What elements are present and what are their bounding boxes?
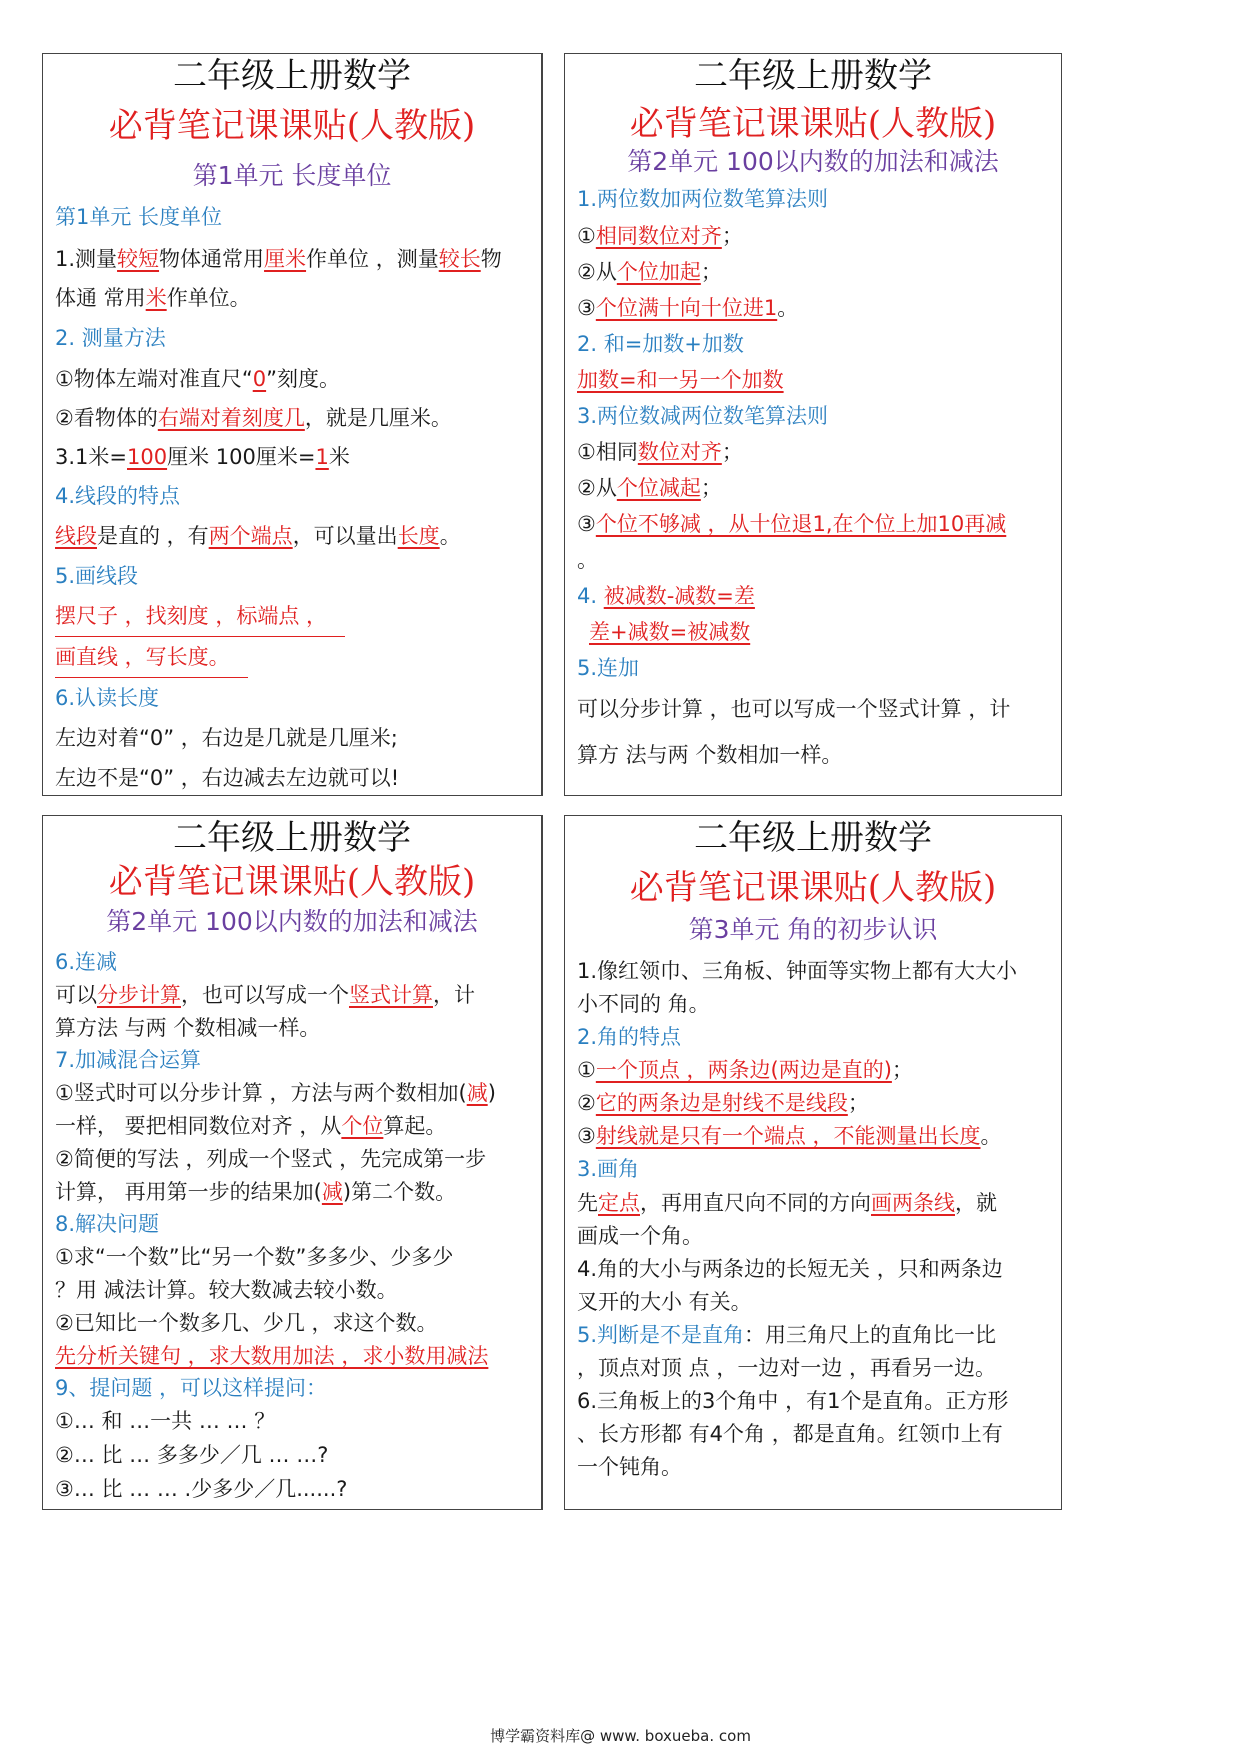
unit-heading: 第1单元 长度单位 xyxy=(192,161,392,190)
card-title: 二年级上册数学 xyxy=(173,56,411,96)
section-heading: 8.解决问题 xyxy=(55,1212,160,1236)
text-line: 计算， 再用第一步的结果加(减)第二个数。 xyxy=(55,1180,457,1204)
section-heading: 5.连加 xyxy=(577,656,640,680)
text-line: 。 xyxy=(577,548,598,572)
text-line: 线段是直的 ，有两个端点，可以量出长度。 xyxy=(55,524,461,548)
divider xyxy=(542,815,543,1510)
card-title: 二年级上册数学 xyxy=(173,818,411,858)
text-line: 先分析关键句 ，求大数用加法 ，求小数用减法 xyxy=(55,1344,489,1368)
unit-heading: 第2单元 100以内数的加法和减法 xyxy=(106,907,478,936)
section-heading: 7.加减混合运算 xyxy=(55,1048,202,1072)
text-line: 4. 被减数-减数=差 xyxy=(577,584,755,608)
card-unit2-continued xyxy=(42,815,542,1510)
text-line: 1.测量较短物体通常用厘米作单位 ，测量较长物 xyxy=(55,247,502,271)
section-heading: 2.角的特点 xyxy=(577,1025,682,1049)
section-heading: 3.画角 xyxy=(577,1157,640,1181)
card-title: 二年级上册数学 xyxy=(694,818,932,858)
text-line: 小不同的 角。 xyxy=(577,992,710,1016)
card-unit1 xyxy=(42,53,542,796)
section-heading: 9、提问题 ，可以这样提问： xyxy=(55,1376,328,1400)
text-line: 差+减数=被减数 xyxy=(589,620,751,644)
card-title: 二年级上册数学 xyxy=(694,56,932,96)
text-line: 2. 和=加数+加数 xyxy=(577,332,744,356)
unit-heading: 第2单元 100以内数的加法和减法 xyxy=(627,147,999,176)
unit-heading: 第3单元 角的初步认识 xyxy=(688,915,938,944)
text-line: ，顶点对顶 点 ，一边对一边 ，再看另一边。 xyxy=(577,1356,997,1380)
text-line: 1.像红领巾、三角板、钟面等实物上都有大大小 xyxy=(577,959,1018,983)
text-line: 、长方形都 有4个角 ，都是直角。红领巾上有 xyxy=(577,1422,1003,1446)
card-unit2 xyxy=(564,53,1062,796)
text-line: ②简便的写法 ，列成一个竖式 ，先完成第一步 xyxy=(55,1147,487,1171)
divider xyxy=(542,53,543,796)
text-line: 一个钝角。 xyxy=(577,1455,682,1479)
text-line: 5.判断是不是直角：用三角尺上的直角比一比 xyxy=(577,1323,997,1347)
section-heading: 2. 测量方法 xyxy=(55,326,166,350)
text-line: 先定点，再用直尺向不同的方向画两条线，就 xyxy=(577,1191,997,1215)
text-line: ②从个位加起； xyxy=(577,260,722,284)
text-line: 左边对着“0” ，右边是几就是几厘米; xyxy=(55,726,398,750)
section-heading: 1.两位数加两位数笔算法则 xyxy=(577,187,829,211)
text-line: ①相同数位对齐； xyxy=(577,440,743,464)
text-line: 左边不是“0” ，右边减去左边就可以! xyxy=(55,766,400,790)
section-heading: 4.线段的特点 xyxy=(55,484,181,508)
text-line: ③个位满十向十位进1。 xyxy=(577,296,799,320)
card-subtitle: 必背笔记课课贴(人教版) xyxy=(629,868,997,908)
text-line: 摆尺子 ，找刻度 ，标端点 ， xyxy=(55,596,529,637)
text-line: ②已知比一个数多几、少几 ，求这个数。 xyxy=(55,1311,438,1335)
footer-watermark: 博学霸资料库@ www. boxueba. com xyxy=(490,1727,751,1745)
text-line: ①求“一个数”比“另一个数”多多少、少多少 xyxy=(55,1245,454,1269)
text-line: 画成一个角。 xyxy=(577,1224,703,1248)
text-line: ①物体左端对准直尺“0”刻度。 xyxy=(55,367,340,391)
text-line: 6.三角板上的3个角中 ，有1个是直角。正方形 xyxy=(577,1389,1009,1413)
text-line: ②从个位减起； xyxy=(577,476,722,500)
text-line: ①竖式时可以分步计算 ，方法与两个数相加(减) xyxy=(55,1081,496,1105)
text-line: ①… 和 …一共 … … ？ xyxy=(55,1409,276,1433)
section-heading: 第1单元 长度单位 xyxy=(55,205,223,229)
text-line: 可以分步计算 ，也可以写成一个竖式计算 ，计 xyxy=(577,697,1011,721)
text-line: 加数=和一另一个加数 xyxy=(577,368,784,392)
text-line: ①一个顶点 ，两条边(两边是直的)； xyxy=(577,1058,913,1082)
section-heading: 3.两位数减两位数笔算法则 xyxy=(577,404,829,428)
text-line: ③个位不够减 ，从十位退1,在个位上加10再减 xyxy=(577,512,1007,536)
text-line: 体通 常用米作单位。 xyxy=(55,286,251,310)
text-line: ②它的两条边是射线不是线段； xyxy=(577,1091,869,1115)
card-subtitle: 必背笔记课课贴(人教版) xyxy=(108,862,476,902)
section-heading: 6.认读长度 xyxy=(55,686,160,710)
text-line: ②看物体的右端对着刻度几，就是几厘米。 xyxy=(55,406,452,430)
text-line: 可以分步计算，也可以写成一个竖式计算，计 xyxy=(55,983,475,1007)
text-line: ②… 比 … 多多少／几 … …? xyxy=(55,1443,329,1467)
section-heading: 6.连减 xyxy=(55,950,118,974)
text-line: ？用 减法计算。较大数减去较小数。 xyxy=(55,1278,398,1302)
card-unit3 xyxy=(564,815,1062,1510)
text-line: 4.角的大小与两条边的长短无关 ，只和两条边 xyxy=(577,1257,1003,1281)
text-line: 算方 法与两 个数相加一样。 xyxy=(577,743,843,767)
text-line: 叉开的大小 有关。 xyxy=(577,1290,752,1314)
text-line: 一样， 要把相同数位对齐 ，从个位算起。 xyxy=(55,1114,447,1138)
text-line: 3.1米=100厘米 100厘米=1米 xyxy=(55,445,350,469)
section-heading: 5.画线段 xyxy=(55,564,139,588)
text-line: 算方法 与两 个数相减一样。 xyxy=(55,1016,321,1040)
text-line: ①相同数位对齐； xyxy=(577,224,743,248)
text-line: ③… 比 … … .少多少／几......? xyxy=(55,1477,348,1501)
card-subtitle: 必背笔记课课贴(人教版) xyxy=(108,106,476,146)
card-subtitle: 必背笔记课课贴(人教版) xyxy=(629,104,997,144)
text-line: ③射线就是只有一个端点 ，不能测量出长度。 xyxy=(577,1124,1002,1148)
text-line: 画直线 ，写长度。 xyxy=(55,637,529,678)
